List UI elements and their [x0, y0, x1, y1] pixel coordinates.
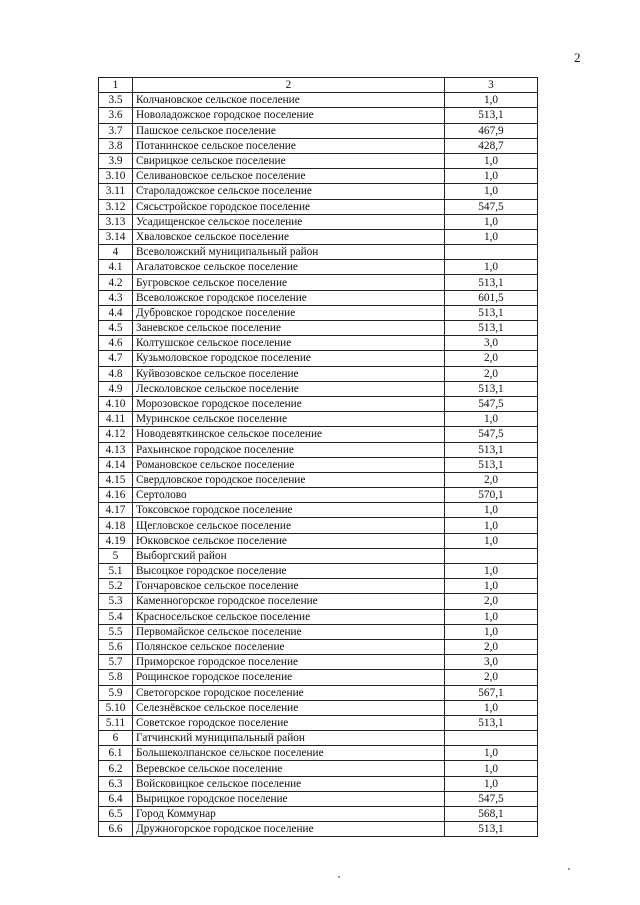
table-row — [99, 381, 538, 396]
table-row — [99, 822, 538, 837]
row-value: 2,0 — [445, 366, 538, 381]
row-name: Колтушское сельское поселение — [133, 336, 445, 351]
row-number: 4.10 — [99, 396, 133, 411]
row-value: 513,1 — [445, 822, 538, 837]
header-col-1: 1 — [99, 78, 133, 93]
row-value: 1,0 — [445, 746, 538, 761]
row-name: Всеволожское городское поселение — [133, 290, 445, 305]
row-name: Селивановское сельское поселение — [133, 169, 445, 184]
row-value: 1,0 — [445, 93, 538, 108]
row-value: 3,0 — [445, 655, 538, 670]
table-row — [99, 169, 538, 184]
table-row — [99, 275, 538, 290]
table-row — [99, 579, 538, 594]
row-value: 3,0 — [445, 336, 538, 351]
table-row — [99, 229, 538, 244]
row-name: Морозовское городское поселение — [133, 396, 445, 411]
row-name: Дружногорское городское поселение — [133, 822, 445, 837]
row-name: Кузьмоловское городское поселение — [133, 351, 445, 366]
row-number: 5.4 — [99, 609, 133, 624]
row-name: Бугровское сельское поселение — [133, 275, 445, 290]
table-row — [99, 700, 538, 715]
table-row — [99, 290, 538, 305]
table-row — [99, 245, 538, 260]
table-row — [99, 518, 538, 533]
table-row — [99, 807, 538, 822]
row-name: Свердловское городское поселение — [133, 472, 445, 487]
table-row — [99, 260, 538, 275]
row-value: 513,1 — [445, 457, 538, 472]
row-number: 4.1 — [99, 260, 133, 275]
row-number: 4 — [99, 245, 133, 260]
table-row — [99, 305, 538, 320]
row-number: 5.10 — [99, 700, 133, 715]
row-name: Сертолово — [133, 488, 445, 503]
row-number: 3.14 — [99, 229, 133, 244]
row-number: 4.15 — [99, 472, 133, 487]
row-name: Агалатовское сельское поселение — [133, 260, 445, 275]
row-name: Красносельское сельское поселение — [133, 609, 445, 624]
row-name: Город Коммунар — [133, 807, 445, 822]
row-value: 1,0 — [445, 412, 538, 427]
row-name: Каменногорское городское поселение — [133, 594, 445, 609]
row-number: 4.6 — [99, 336, 133, 351]
row-name: Высоцкое городское поселение — [133, 564, 445, 579]
header-col-2: 2 — [133, 78, 445, 93]
row-name: Гатчинский муниципальный район — [133, 731, 445, 746]
row-value: 547,5 — [445, 396, 538, 411]
table-row — [99, 199, 538, 214]
row-value: 467,9 — [445, 123, 538, 138]
row-number: 5.8 — [99, 670, 133, 685]
row-name: Советское городское поселение — [133, 715, 445, 730]
table-row — [99, 624, 538, 639]
row-name: Дубровское городское поселение — [133, 305, 445, 320]
row-name: Потанинское сельское поселение — [133, 138, 445, 153]
row-number: 6 — [99, 731, 133, 746]
row-value: 1,0 — [445, 609, 538, 624]
row-name: Веревское сельское поселение — [133, 761, 445, 776]
row-number: 4.14 — [99, 457, 133, 472]
row-number: 5.11 — [99, 715, 133, 730]
row-value: 1,0 — [445, 776, 538, 791]
row-name: Большеколпанское сельское поселение — [133, 746, 445, 761]
row-name: Лесколовское сельское поселение — [133, 381, 445, 396]
row-number: 3.7 — [99, 123, 133, 138]
table-row — [99, 548, 538, 563]
row-number: 4.5 — [99, 321, 133, 336]
row-number: 4.11 — [99, 412, 133, 427]
table-row — [99, 746, 538, 761]
row-name: Приморское городское поселение — [133, 655, 445, 670]
row-value: 567,1 — [445, 685, 538, 700]
row-name: Всеволожский муниципальный район — [133, 245, 445, 260]
row-value: 1,0 — [445, 700, 538, 715]
row-name: Муринское сельское поселение — [133, 412, 445, 427]
row-value: 1,0 — [445, 624, 538, 639]
row-number: 3.11 — [99, 184, 133, 199]
row-value: 513,1 — [445, 381, 538, 396]
table-row — [99, 351, 538, 366]
row-number: 3.13 — [99, 214, 133, 229]
table-row — [99, 321, 538, 336]
row-number: 5.5 — [99, 624, 133, 639]
row-value: 1,0 — [445, 761, 538, 776]
row-value: 513,1 — [445, 305, 538, 320]
row-number: 3.12 — [99, 199, 133, 214]
row-number: 4.3 — [99, 290, 133, 305]
row-name: Рощинское городское поселение — [133, 670, 445, 685]
row-value: 2,0 — [445, 472, 538, 487]
table-row — [99, 791, 538, 806]
row-value: 513,1 — [445, 108, 538, 123]
row-number: 6.4 — [99, 791, 133, 806]
row-number: 4.13 — [99, 442, 133, 457]
row-number: 3.10 — [99, 169, 133, 184]
table-row — [99, 761, 538, 776]
table-row — [99, 776, 538, 791]
row-value: 1,0 — [445, 169, 538, 184]
row-number: 6.6 — [99, 822, 133, 837]
row-number: 4.7 — [99, 351, 133, 366]
row-name: Пашское сельское поселение — [133, 123, 445, 138]
row-value: 1,0 — [445, 153, 538, 168]
page-number: 2 — [574, 50, 581, 65]
table-row — [99, 488, 538, 503]
table-row — [99, 138, 538, 153]
table-row — [99, 639, 538, 654]
row-number: 3.6 — [99, 108, 133, 123]
row-number: 3.8 — [99, 138, 133, 153]
row-name: Токсовское городское поселение — [133, 503, 445, 518]
row-number: 4.17 — [99, 503, 133, 518]
table-row — [99, 503, 538, 518]
row-value: 513,1 — [445, 275, 538, 290]
row-name: Первомайское сельское поселение — [133, 624, 445, 639]
row-name: Вырицкое городское поселение — [133, 791, 445, 806]
row-value — [445, 731, 538, 746]
row-number: 5.6 — [99, 639, 133, 654]
table-row — [99, 396, 538, 411]
table-row — [99, 366, 538, 381]
row-value — [445, 548, 538, 563]
row-number: 5.9 — [99, 685, 133, 700]
row-value: 547,5 — [445, 791, 538, 806]
row-number: 6.5 — [99, 807, 133, 822]
row-value: 601,5 — [445, 290, 538, 305]
row-value: 568,1 — [445, 807, 538, 822]
table-row — [99, 609, 538, 624]
table-row — [99, 427, 538, 442]
row-number: 4.19 — [99, 533, 133, 548]
row-value: 513,1 — [445, 442, 538, 457]
row-number: 5.2 — [99, 579, 133, 594]
row-name: Юкковское сельское поселение — [133, 533, 445, 548]
row-number: 5.1 — [99, 564, 133, 579]
row-name: Рахьинское городское поселение — [133, 442, 445, 457]
row-name: Гончаровское сельское поселение — [133, 579, 445, 594]
table-row — [99, 412, 538, 427]
table-row — [99, 685, 538, 700]
settlements-table — [98, 77, 538, 837]
row-name: Хваловское сельское поселение — [133, 229, 445, 244]
row-value: 1,0 — [445, 503, 538, 518]
row-name: Усадищенское сельское поселение — [133, 214, 445, 229]
row-number: 6.2 — [99, 761, 133, 776]
header-row — [99, 78, 538, 93]
row-number: 4.2 — [99, 275, 133, 290]
table-row — [99, 655, 538, 670]
table-row — [99, 457, 538, 472]
row-name: Сясьстройское городское поселение — [133, 199, 445, 214]
row-number: 5 — [99, 548, 133, 563]
row-number: 6.1 — [99, 746, 133, 761]
row-value: 1,0 — [445, 533, 538, 548]
row-number: 4.9 — [99, 381, 133, 396]
row-value: 1,0 — [445, 518, 538, 533]
row-name: Староладожское сельское поселение — [133, 184, 445, 199]
row-value: 1,0 — [445, 214, 538, 229]
row-name: Колчановское сельское поселение — [133, 93, 445, 108]
row-name: Светогорское городское поселение — [133, 685, 445, 700]
table-row — [99, 472, 538, 487]
row-name: Куйвозовское сельское поселение — [133, 366, 445, 381]
row-value — [445, 245, 538, 260]
row-value: 1,0 — [445, 579, 538, 594]
table-row — [99, 184, 538, 199]
table-row — [99, 564, 538, 579]
row-value: 1,0 — [445, 260, 538, 275]
table-row — [99, 670, 538, 685]
table-row — [99, 715, 538, 730]
row-value: 428,7 — [445, 138, 538, 153]
row-name: Свирицкое сельское поселение — [133, 153, 445, 168]
row-name: Романовское сельское поселение — [133, 457, 445, 472]
table-row — [99, 123, 538, 138]
table-row — [99, 108, 538, 123]
row-number: 4.8 — [99, 366, 133, 381]
row-name: Щегловское сельское поселение — [133, 518, 445, 533]
table-row — [99, 214, 538, 229]
row-value: 2,0 — [445, 351, 538, 366]
table-row — [99, 153, 538, 168]
row-value: 547,5 — [445, 199, 538, 214]
table-row — [99, 93, 538, 108]
table-row — [99, 533, 538, 548]
row-value: 2,0 — [445, 670, 538, 685]
row-value: 1,0 — [445, 184, 538, 199]
table-row — [99, 594, 538, 609]
row-number: 4.16 — [99, 488, 133, 503]
row-value: 1,0 — [445, 564, 538, 579]
table-row — [99, 336, 538, 351]
row-number: 6.3 — [99, 776, 133, 791]
row-value: 513,1 — [445, 321, 538, 336]
scan-speck — [568, 868, 570, 870]
row-name: Полянское сельское поселение — [133, 639, 445, 654]
row-value: 2,0 — [445, 594, 538, 609]
table-row — [99, 442, 538, 457]
row-name: Селезнёвское сельское поселение — [133, 700, 445, 715]
row-name: Новодевяткинское сельское поселение — [133, 427, 445, 442]
scan-speck — [338, 876, 340, 878]
row-name: Новоладожское городское поселение — [133, 108, 445, 123]
row-number: 4.18 — [99, 518, 133, 533]
row-value: 513,1 — [445, 715, 538, 730]
row-number: 4.4 — [99, 305, 133, 320]
row-value: 570,1 — [445, 488, 538, 503]
row-number: 4.12 — [99, 427, 133, 442]
row-name: Войсковицкое сельское поселение — [133, 776, 445, 791]
table-body — [99, 78, 538, 837]
table-row — [99, 731, 538, 746]
row-value: 1,0 — [445, 229, 538, 244]
row-name: Заневское сельское поселение — [133, 321, 445, 336]
row-number: 5.3 — [99, 594, 133, 609]
row-number: 5.7 — [99, 655, 133, 670]
row-value: 2,0 — [445, 639, 538, 654]
row-number: 3.5 — [99, 93, 133, 108]
row-value: 547,5 — [445, 427, 538, 442]
header-col-3: 3 — [445, 78, 538, 93]
row-number: 3.9 — [99, 153, 133, 168]
row-name: Выборгский район — [133, 548, 445, 563]
